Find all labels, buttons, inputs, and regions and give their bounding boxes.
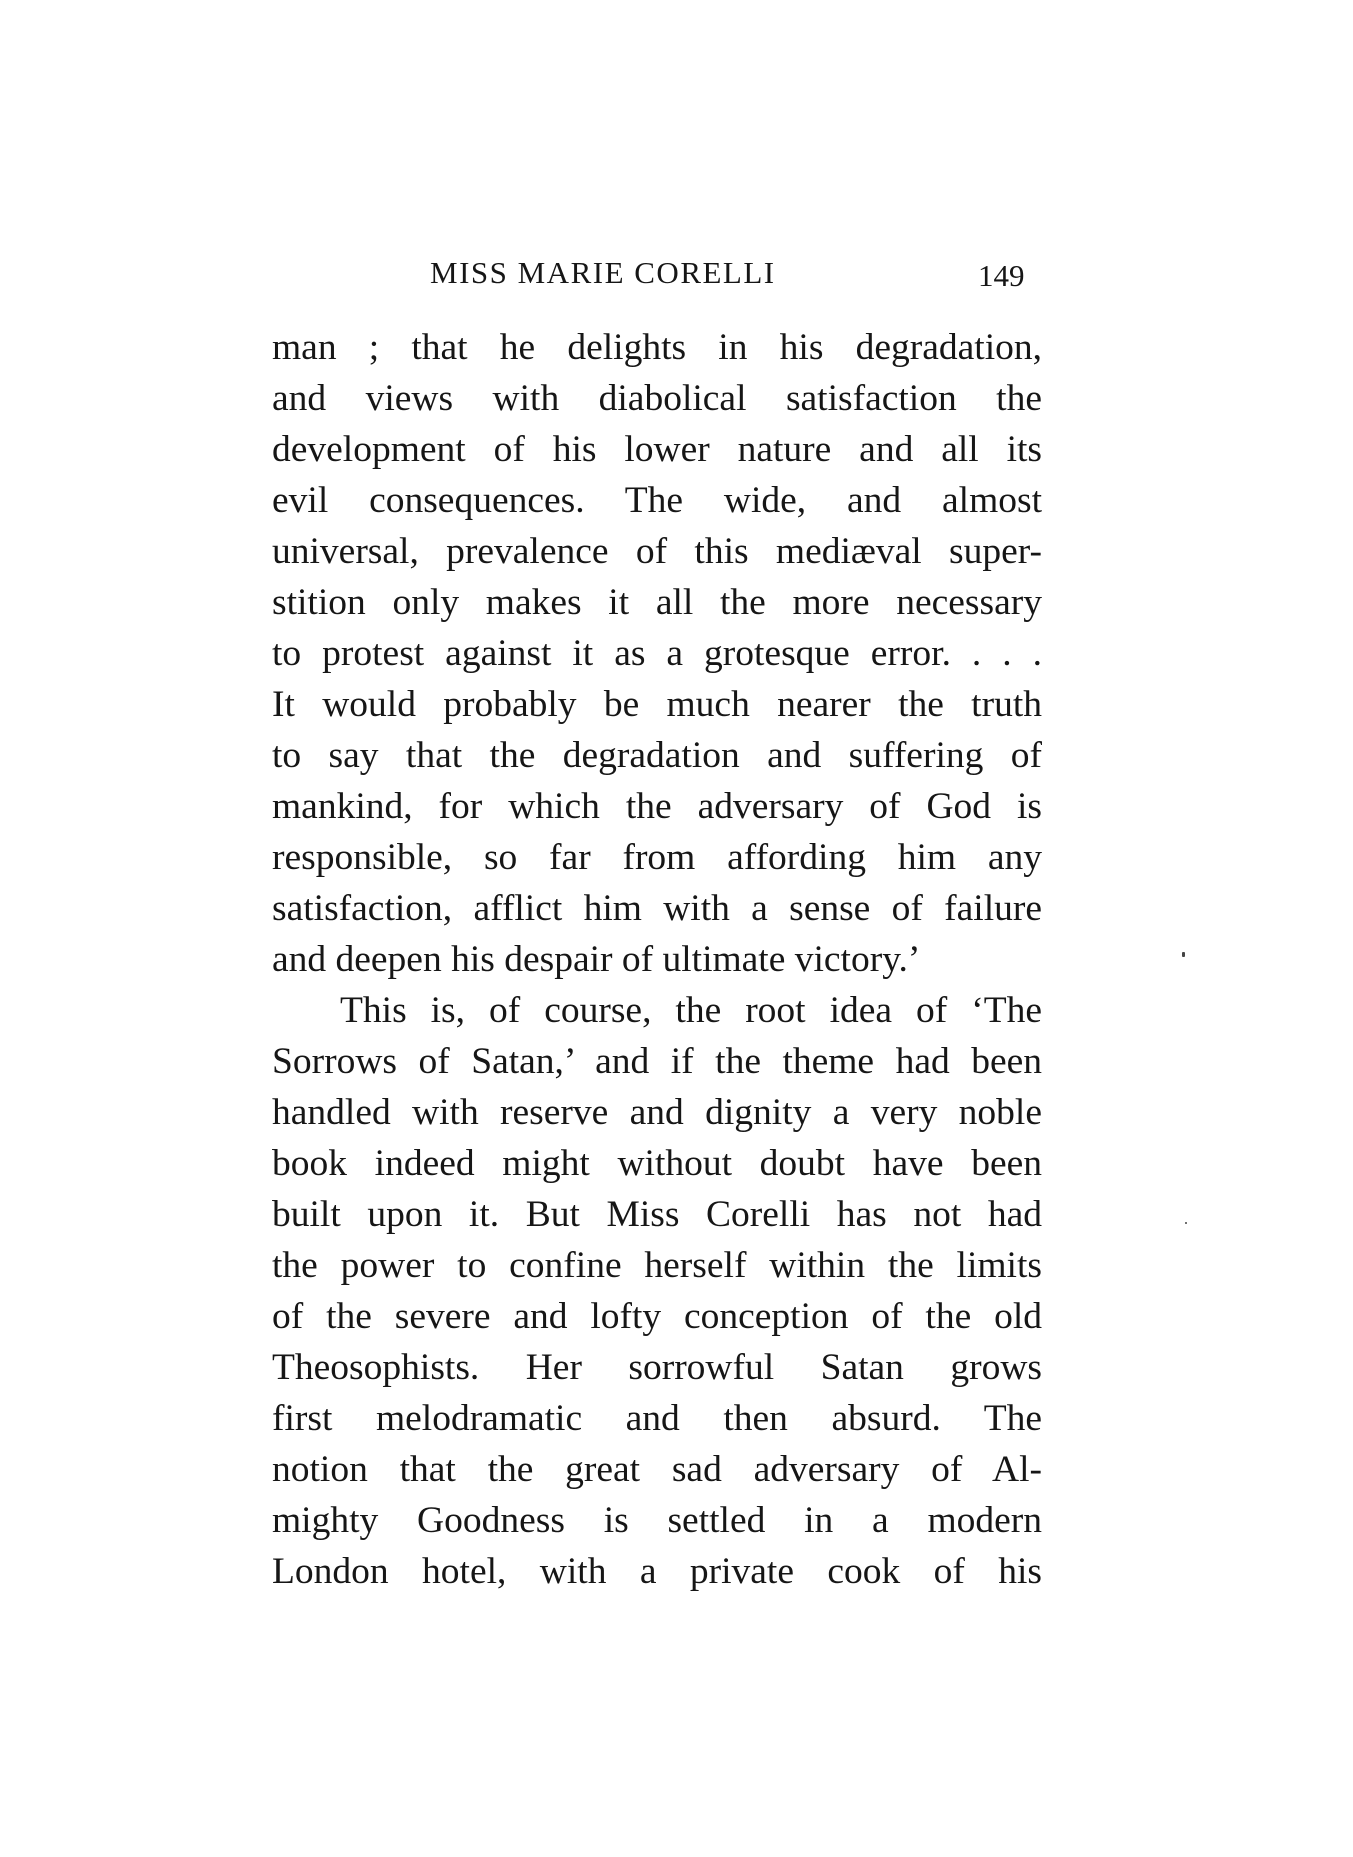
- text-line: satisfaction, afflict him with a sense of failure: [272, 888, 1042, 929]
- text-line: mighty Goodness is settled in a modern: [272, 1500, 1042, 1541]
- text-line: first melodramatic and then absurd. The: [272, 1398, 1042, 1439]
- text-line: built upon it. But Miss Corelli has not had: [272, 1194, 1042, 1235]
- text-line: to say that the degradation and suffering of: [272, 735, 1042, 776]
- text-line: to protest against it as a grotesque error. . . .: [272, 633, 1042, 674]
- text-line: universal, prevalence of this mediæval super-: [272, 531, 1042, 572]
- print-speck: [1185, 1222, 1187, 1224]
- text-line: handled with reserve and dignity a very noble: [272, 1092, 1042, 1133]
- text-line: It would probably be much nearer the truth: [272, 684, 1042, 725]
- page-number: 149: [978, 258, 1025, 293]
- text-line: notion that the great sad adversary of Al-: [272, 1449, 1042, 1490]
- text-line: responsible, so far from affording him any: [272, 837, 1042, 878]
- text-line: This is, of course, the root idea of ‘The: [340, 990, 1042, 1031]
- text-line: the power to confine herself within the limits: [272, 1245, 1042, 1286]
- text-line: stition only makes it all the more necessary: [272, 582, 1042, 623]
- text-line: book indeed might without doubt have been: [272, 1143, 1042, 1184]
- print-speck: [1182, 952, 1185, 957]
- text-line: development of his lower nature and all its: [272, 429, 1042, 470]
- text-line: London hotel, with a private cook of his: [272, 1551, 1042, 1592]
- body-text: [272, 322, 1042, 1597]
- text-line: man ; that he delights in his degradation,: [272, 327, 1042, 368]
- text-line: evil consequences. The wide, and almost: [272, 480, 1042, 521]
- text-line: of the severe and lofty conception of the old: [272, 1296, 1042, 1337]
- text-line: Sorrows of Satan,’ and if the theme had been: [272, 1041, 1042, 1082]
- text-line: and deepen his despair of ultimate victory.’: [272, 939, 921, 980]
- text-line: and views with diabolical satisfaction the: [272, 378, 1042, 419]
- text-line: Theosophists. Her sorrowful Satan grows: [272, 1347, 1042, 1388]
- text-line: mankind, for which the adversary of God is: [272, 786, 1042, 827]
- running-head: MISS MARIE CORELLI: [430, 255, 776, 290]
